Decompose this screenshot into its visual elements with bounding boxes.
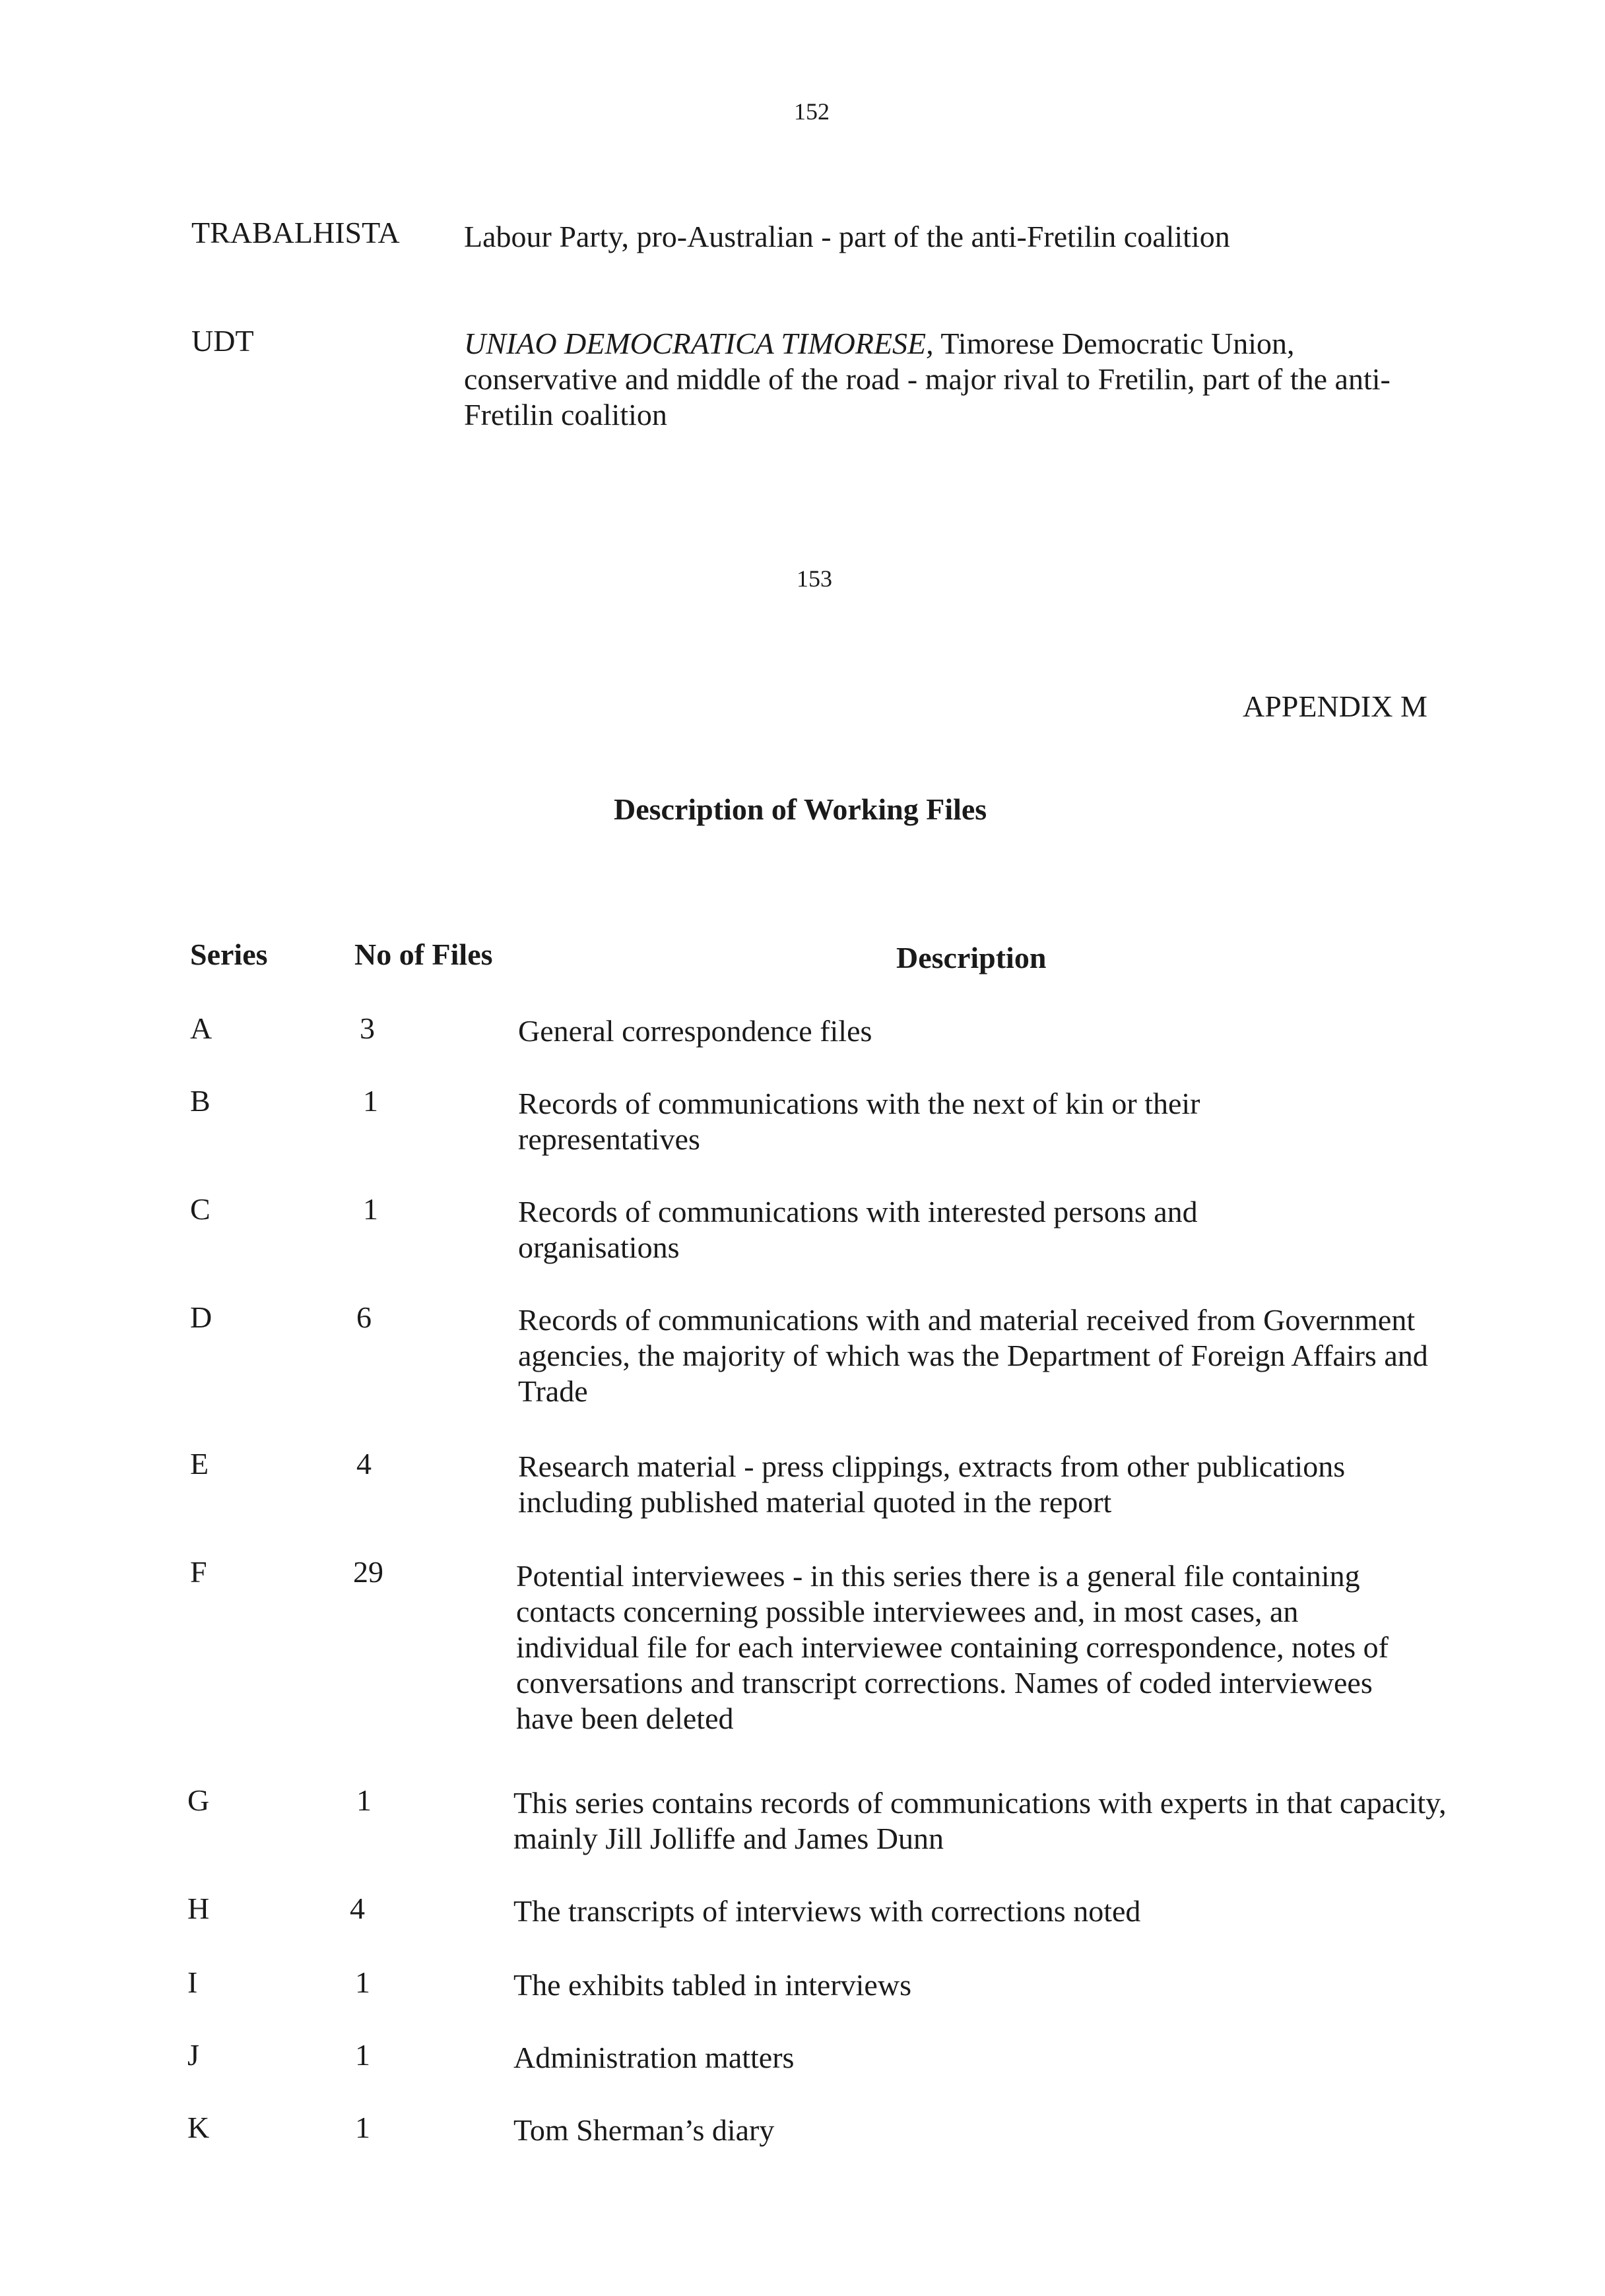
row-file-count: 3 — [360, 1011, 375, 1045]
row-file-count: 6 — [356, 1300, 372, 1334]
row-file-count: 4 — [350, 1892, 365, 1925]
party-name-italic: UNIAO DEMOCRATICA TIMORESE, — [464, 327, 934, 360]
row-series: E — [190, 1447, 209, 1481]
row-series: A — [190, 1011, 213, 1045]
row-series: I — [187, 1965, 198, 1999]
glossary-desc-udt-text: Timorese Democratic Union, conservative and middle of the road - major rival to Fretilin, part of the anti-Fretilin coalition — [464, 327, 1391, 431]
glossary-term-udt: UDT — [191, 324, 254, 358]
row-description: The exhibits tabled in interviews — [513, 1968, 911, 2002]
page-number-152: 152 — [794, 98, 830, 125]
row-description: Records of communications with interested persons and organisations — [518, 1195, 1198, 1264]
row-description: Administration matters — [513, 2041, 795, 2074]
row-file-count: 29 — [353, 1555, 383, 1589]
row-file-count: 1 — [355, 2038, 370, 2072]
appendix-label: APPENDIX M — [1243, 689, 1427, 723]
row-description: Potential interviewees - in this series there is a general file containing contacts concerning possible interviewees and, in most cases, an individual file for each interviewee containing correspondence, notes of conversations and transcript corrections. Names of coded interviewees have been deleted — [516, 1559, 1389, 1735]
row-file-count: 1 — [356, 1783, 372, 1817]
row-series: F — [190, 1555, 207, 1589]
column-header-series: Series — [190, 938, 268, 971]
glossary-term-trabalhista: TRABALHISTA — [191, 216, 400, 249]
section-title: Description of Working Files — [614, 792, 987, 826]
glossary-desc-trabalhista: Labour Party, pro-Australian - part of the anti-Fretilin coalition — [464, 220, 1230, 253]
row-series: H — [187, 1892, 210, 1925]
column-header-description: Description — [896, 941, 1047, 974]
row-description: Records of communications with and material received from Government agencies, the majority of which was the Department of Foreign Affairs and Trade — [518, 1303, 1428, 1408]
row-description: Tom Sherman’s diary — [513, 2113, 775, 2147]
row-series: C — [190, 1192, 211, 1226]
row-series: K — [187, 2111, 210, 2144]
row-series: B — [190, 1084, 211, 1118]
row-description: Records of communications with the next of kin or their representatives — [518, 1087, 1200, 1156]
row-description: General correspondence files — [518, 1014, 872, 1048]
page-number-153: 153 — [797, 565, 832, 592]
row-file-count: 1 — [363, 1192, 378, 1226]
row-series: G — [187, 1783, 210, 1817]
row-description: The transcripts of interviews with corrections noted — [513, 1894, 1141, 1928]
column-header-files: No of Files — [354, 938, 493, 971]
row-description: Research material - press clippings, extracts from other publications including published material quoted in the report — [518, 1450, 1346, 1519]
row-series: J — [187, 2038, 199, 2072]
row-file-count: 1 — [355, 2111, 370, 2144]
row-file-count: 1 — [363, 1084, 378, 1118]
row-file-count: 1 — [355, 1965, 370, 1999]
row-file-count: 4 — [356, 1447, 372, 1481]
glossary-desc-udt — [464, 326, 1434, 433]
row-description: This series contains records of communications with experts in that capacity, mainly Jill Jolliffe and James Dunn — [513, 1786, 1447, 1855]
row-series: D — [190, 1300, 213, 1334]
